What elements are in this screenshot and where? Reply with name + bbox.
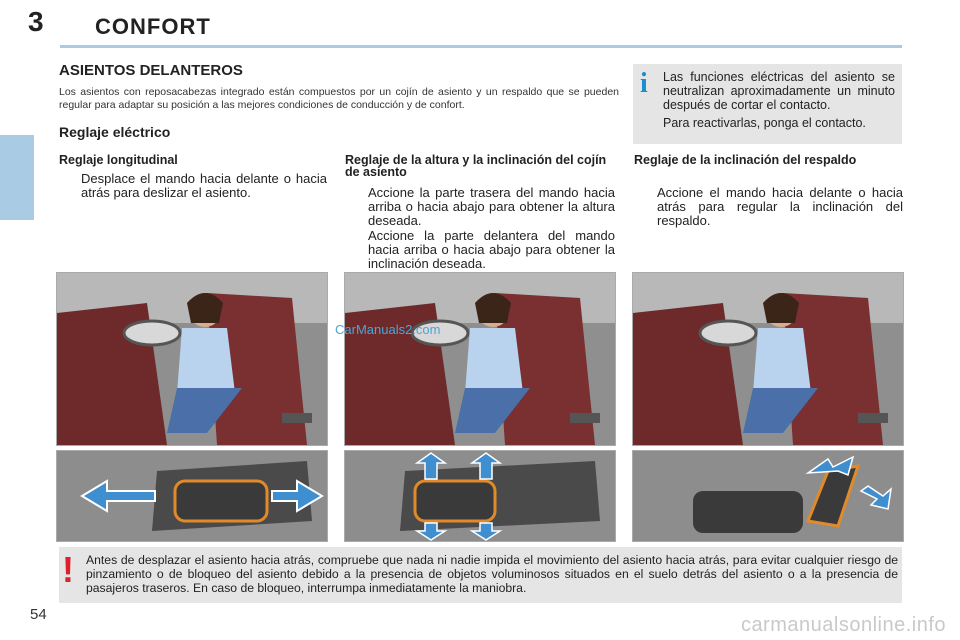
section-intro: Los asientos con reposacabezas integrado están compuestos por un cojín de asiento y un respaldo que se pueden regular para adaptar su posición a las mejores condiciones de conducción y de confort. [59,86,619,111]
instruction-text: Accione la parte trasera del mando hacia arriba o hacia abajo para obtener la altura deseada. [368,185,615,228]
control-detail-backrest [632,450,904,542]
seat-illustration [56,272,328,446]
column-title-height-tilt: Reglaje de la altura y la inclinación del cojín de asiento [345,153,607,179]
chapter-title: CONFORT [95,14,211,39]
chapter-number: 3 [28,6,44,37]
chapter-side-tab [0,135,34,220]
control-detail-height-tilt [344,450,616,542]
watermark-site: carmanualsonline.info [740,614,946,636]
seat-illustration [632,272,904,446]
column-title-backrest: Reglaje de la inclinación del respaldo [634,153,857,167]
subsection-title: Reglaje eléctrico [59,124,171,140]
instruction-text: Accione la parte delantera del mando hacia arriba o hacia abajo para obtener la inclinación deseada. [368,228,615,271]
watermark-manuals2: CarManuals2.com [335,322,441,337]
seat-illustration [344,272,616,446]
info-paragraph: Las funciones eléctricas del asiento se neutralizan aproximadamente un minuto después de cortar el contacto. [663,70,895,112]
control-detail-longitudinal [56,450,328,542]
header-divider [60,45,902,48]
instruction-text: Desplace el mando hacia delante o hacia atrás para deslizar el asiento. [81,171,327,200]
column-title-longitudinal: Reglaje longitudinal [59,153,178,167]
info-text [663,70,895,134]
warning-text: Antes de desplazar el asiento hacia atrás, compruebe que nada ni nadie impida el movimiento del asiento hacia atrás, para evitar cualquier riesgo de pinzamiento o de bloqueo del asiento debido a la presencia de objetos voluminosos situados en el suelo detrás del asiento o a la presencia de pasajeros traseros. En caso de bloqueo, interrumpa inmediatamente la maniobra. [86,553,898,595]
info-paragraph: Para reactivarlas, ponga el contacto. [663,116,866,130]
section-title: ASIENTOS DELANTEROS [59,62,243,79]
page-number: 54 [30,606,47,623]
warning-icon: ! [62,549,74,590]
info-icon: i [640,68,648,99]
instruction-text: Accione el mando hacia delante o hacia atrás para regular la inclinación del respaldo. [657,185,903,228]
